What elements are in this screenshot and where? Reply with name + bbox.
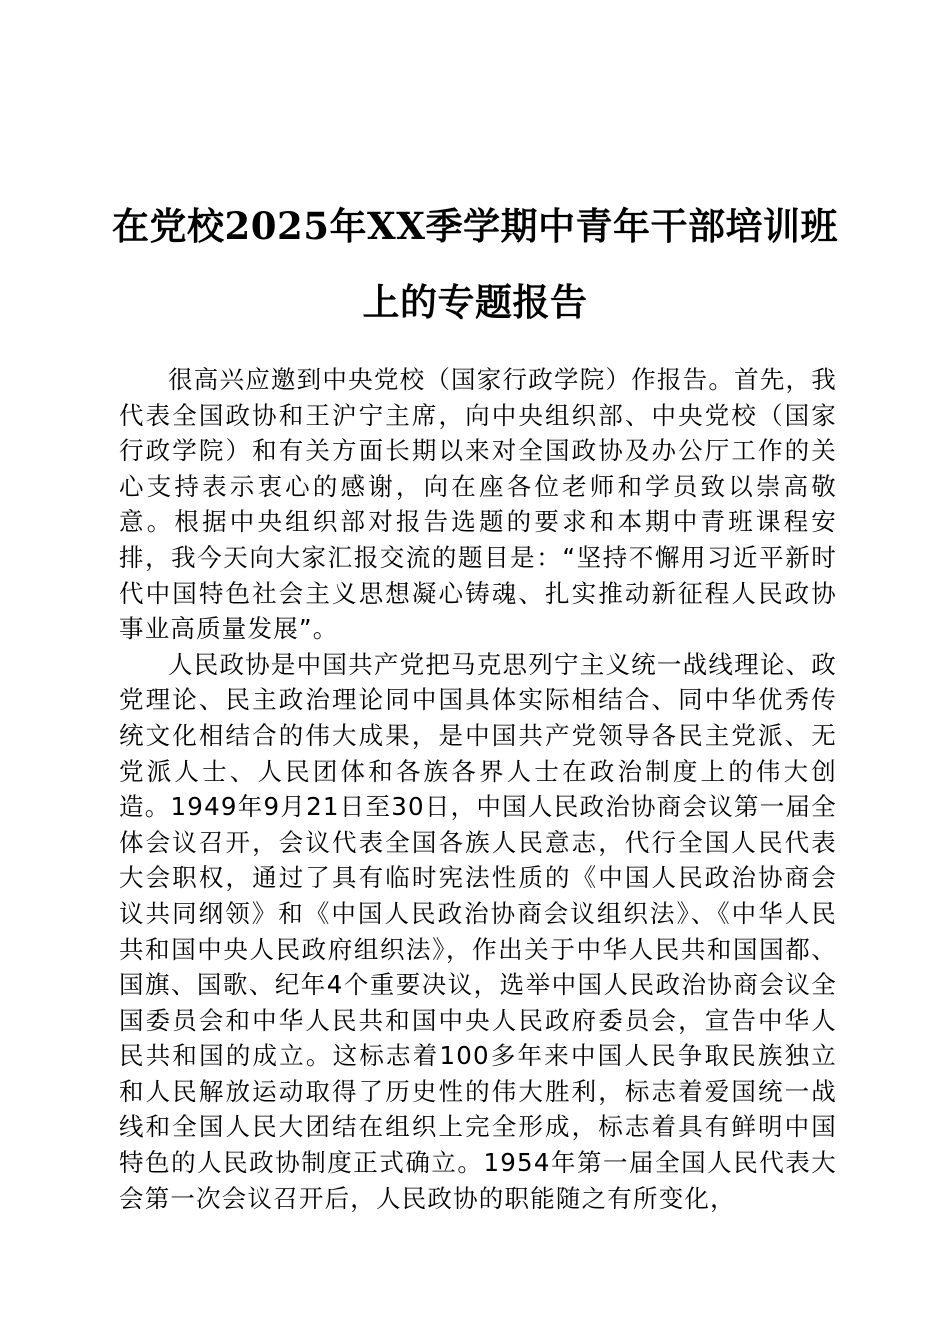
document-body [119, 362, 837, 1216]
document-title [100, 188, 850, 340]
paragraph-2: 人民政协是中国共产党把马克思列宁主义统一战线理论、政党理论、民主政治理论同中国具体实际相结合、同中华优秀传统文化相结合的伟大成果，是中国共产党领导各民主党派、无党派人士、人民团体和各族各界人士在政治制度上的伟大创造。1949年9月21日至30日，中国人民政治协商会议第一届全体会议召开，会议代表全国各族人民意志，代行全国人民代表大会职权，通过了具有临时宪法性质的《中国人民政治协商会议共同纲领》和《中国人民政治协商会议组织法》、《中华人民共和国中央人民政府组织法》，作出关于中华人民共和国国都、国旗、国歌、纪年4个重要决议，选举中国人民政治协商会议全国委员会和中华人民共和国中央人民政府委员会，宣告中华人民共和国的成立。这标志着100多年来中国人民争取民族独立和人民解放运动取得了历史性的伟大胜利，标志着爱国统一战线和全国人民大团结在组织上完全形成，标志着具有鲜明中国特色的人民政协制度正式确立。1954年第一届全国人民代表大会第一次会议召开后，人民政协的职能随之有所变化， [119, 649, 837, 1213]
paragraph-1: 很高兴应邀到中央党校（国家行政学院）作报告。首先，我代表全国政协和王沪宁主席，向中央组织部、中央党校（国家行政学院）和有关方面长期以来对全国政协及办公厅工作的关心支持表示衷心的感谢，向在座各位老师和学员致以崇高敬意。根据中央组织部对报告选题的要求和本期中青班课程安排，我今天向大家汇报交流的题目是：“坚持不懈用习近平新时代中国特色社会主义思想凝心铸魂、扎实推动新征程人民政协事业高质量发展”。 [119, 365, 837, 644]
title-line-1: 在党校2025年XX季学期中青年干部培训班 [112, 204, 838, 248]
title-line-2: 上的专题报告 [362, 280, 588, 324]
